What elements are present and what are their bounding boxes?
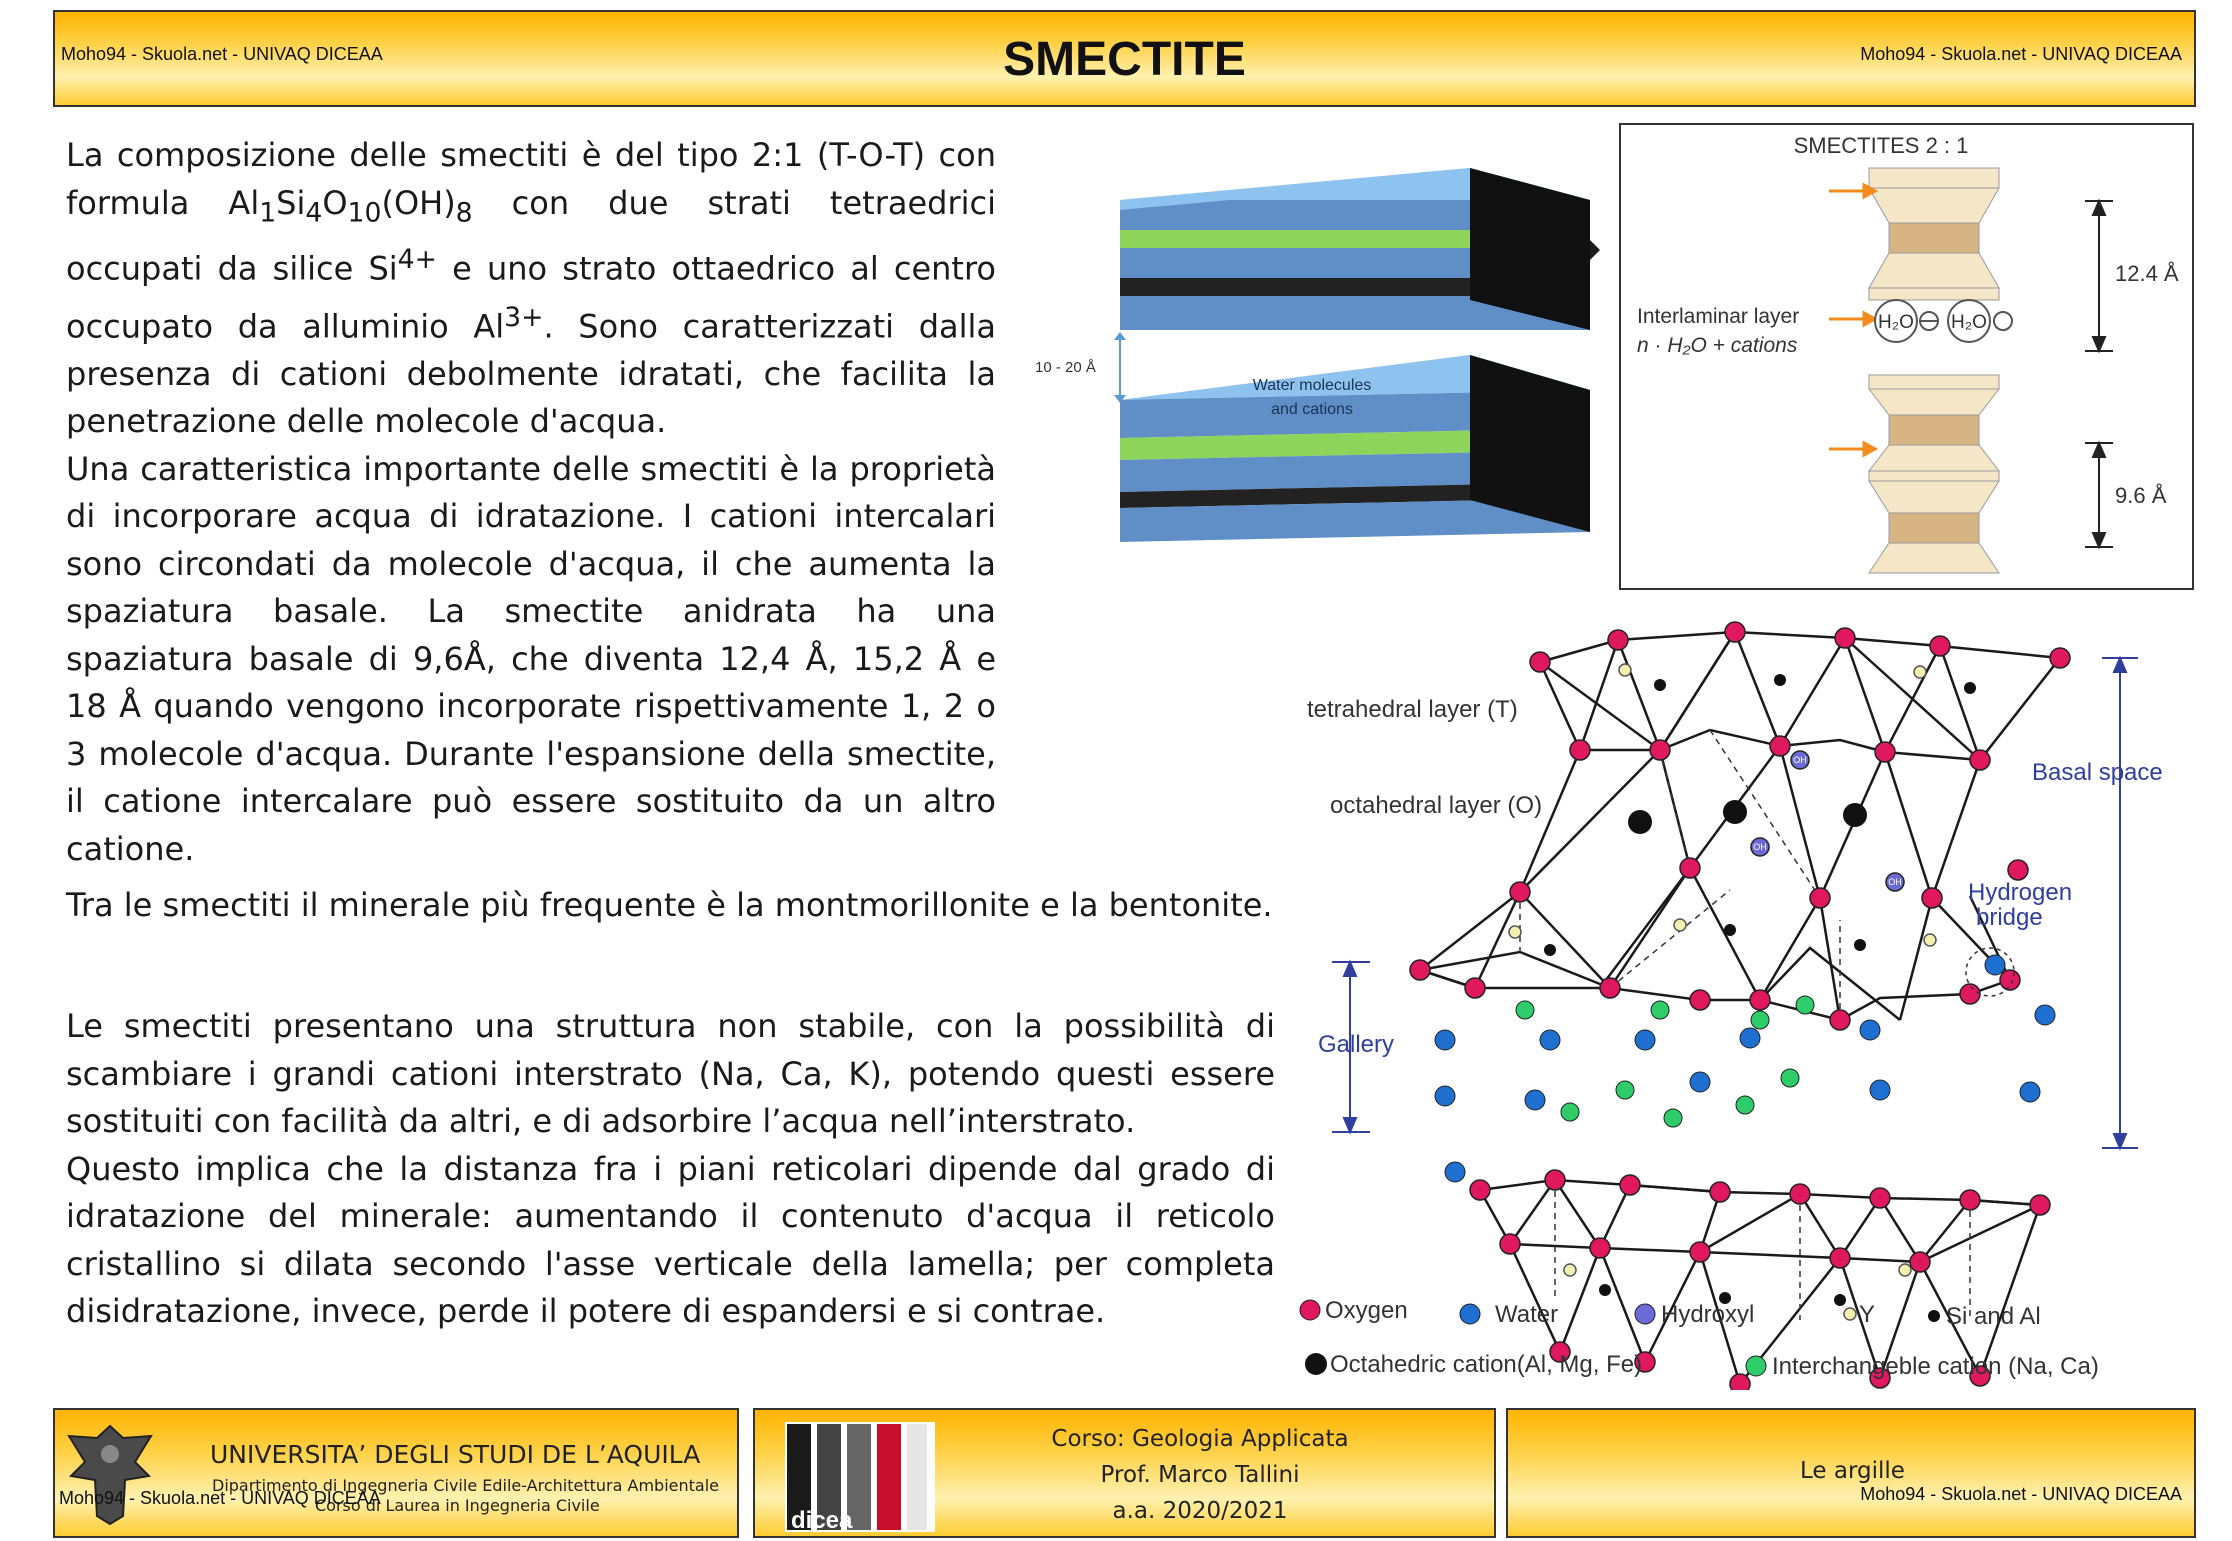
department-name: Dipartimento di Ingegneria Civile Edile-Architettura Ambientale (212, 1476, 719, 1495)
paragraph-composition (66, 132, 996, 873)
course-name: Corso: Geologia Applicata (1051, 1426, 1349, 1452)
paragraph-minerals: Tra le smectiti il minerale più frequente è la montmorillonite e la bentonite. (66, 886, 1273, 924)
h2o-label: H₂O (1951, 312, 1987, 333)
oh-label: OH (1793, 755, 1807, 765)
text-run: con due strati tetraedrici occupati da silice Si (66, 183, 996, 289)
oxygen-legend-icon (1300, 1300, 1320, 1320)
text-run: . Sono caratterizzati dalla presenza di cationi debolmente idratati, che facilita la penetrazione delle molecole d'acqua. (66, 307, 996, 441)
dicea-logo-text: dicea (791, 1507, 853, 1532)
smectites-box (1619, 123, 2194, 590)
water-legend-icon (1460, 1304, 1480, 1324)
footer-watermark-right: Moho94 - Skuola.net - UNIVAQ DICEAA (1860, 1484, 2182, 1504)
dicea-logo (785, 1422, 935, 1532)
hydrogen-label-line2: bridge (1976, 904, 2043, 931)
page-title: SMECTITE (1003, 33, 1246, 86)
interchangeable-cations (1516, 996, 1814, 1127)
topic-label: Le argille (1800, 1458, 1905, 1484)
text-run: Le smectiti presentano una struttura non stabile, con la possibilità di scambiare i grandi cationi interstrato (Na, Ca, K), potendo questi essere sostituiti con facilità da altri, e di adsorbire l’acqua nell’interstrato. (66, 1007, 1275, 1140)
si-al-legend-icon (1928, 1310, 1940, 1322)
text-run: Questo implica che la distanza fra i piani reticolari dipende dal grado di idratazione del minerale: aumentando il contenuto d'acqua il reticolo cristallino si dilata secondo l'asse verticale della lamella; per completa disidratazione, invece, perde il potere di espandersi e si contrae. (66, 1149, 1275, 1330)
subscript: 4 (305, 196, 323, 228)
interchangeable-legend-icon (1746, 1356, 1766, 1376)
tetrahedral-label: tetrahedral layer (T) (1307, 696, 1518, 723)
subscript: 1 (259, 196, 277, 228)
h2o-label: H₂O (1878, 312, 1914, 333)
y-legend-icon (1844, 1308, 1856, 1320)
footer-watermark-left: Moho94 - Skuola.net - UNIVAQ DICEAA (59, 1488, 381, 1508)
legend-oxygen: Oxygen (1325, 1297, 1408, 1324)
header-band (53, 10, 2196, 107)
basal-space-label: Basal space (2032, 759, 2163, 786)
legend-si-al: Si and Al (1946, 1303, 2041, 1330)
layer-stack-figure (1030, 160, 1600, 560)
interlaminar-label-line2: n · H₂O + cations (1637, 334, 1798, 357)
header-watermark-right: Moho94 - Skuola.net - UNIVAQ DICEAA (1860, 44, 2182, 64)
crystal-structure (1280, 600, 2200, 1390)
smectites-title: SMECTITES 2 : 1 (1793, 133, 1969, 158)
water-label-line2: and cations (1271, 401, 1353, 418)
legend-y: Y (1859, 1301, 1876, 1328)
text-run: (OH) (381, 183, 456, 222)
academic-year: a.a. 2020/2021 (1112, 1498, 1288, 1524)
dim-top-label: 12.4 Å (2115, 261, 2179, 286)
water-label-line1: Water molecules (1252, 377, 1372, 394)
subscript: 10 (347, 196, 382, 228)
legend-water: Water (1495, 1301, 1559, 1328)
oh-labels (1753, 755, 1902, 887)
octahedral-cations (1628, 800, 1867, 834)
hydroxyl-legend-icon (1635, 1304, 1655, 1324)
text-run: O (322, 183, 348, 222)
dim-bottom-label: 9.6 Å (2115, 483, 2167, 508)
hydroxyl-atoms (1751, 751, 1904, 891)
octahedral-label: octahedral layer (O) (1330, 792, 1543, 819)
text-run: La composizione delle smectiti è del tipo 2:1 (T-O-T) con formula Al (66, 136, 996, 222)
text-run: Si (276, 183, 306, 222)
legend (1300, 1297, 2099, 1380)
interlaminar-label-line1: Interlaminar layer (1637, 305, 1800, 328)
oh-label: OH (1888, 877, 1902, 887)
footer-course-panel (753, 1408, 1496, 1538)
paragraph-hydration: Una caratteristica importante delle smectiti è la proprietà di incorporare acqua di idratazione. I cationi intercalari sono circondati da molecole d'acqua, il che aumenta la spaziatura basale. La smectite anidrata ha una spaziatura basale di 9,6Å, che diventa 12,4 Å, 15,2 Å e 18 Å quando vengono incorporate rispettivamente 1, 2 o 3 molecole d'acqua. Durante l'espansione della smectite, il catione intercalare può essere sostituito da un altro catione. (66, 449, 996, 868)
paragraph-instability (66, 1003, 1275, 1336)
legend-octahedric: Octahedric cation(Al, Mg, Fe) (1330, 1351, 1643, 1378)
gallery-label: Gallery (1318, 1031, 1395, 1058)
legend-interchangeable: Interchangeble cation (Na, Ca) (1772, 1353, 2099, 1380)
superscript: 4+ (397, 244, 437, 276)
basal-dimension (2102, 658, 2138, 1148)
upper-layer-stack (1120, 168, 1600, 330)
university-eagle-logo (63, 1418, 158, 1528)
footer-university-panel (53, 1408, 739, 1538)
subscript: 8 (455, 196, 473, 228)
degree-course: Corso di Laurea in Ingegneria Civile (315, 1496, 600, 1515)
text-run: e uno strato ottaedrico al centro occupato da alluminio Al (66, 250, 997, 346)
header-watermark-left: Moho94 - Skuola.net - UNIVAQ DICEAA (61, 44, 383, 64)
layer-spacing-label: 10 - 20 Å (1035, 359, 1096, 376)
hydrogen-label-line1: Hydrogen (1968, 879, 2073, 906)
octahedric-legend-icon (1305, 1353, 1327, 1375)
university-name: UNIVERSITA’ DEGLI STUDI DE L’AQUILA (210, 1440, 701, 1469)
superscript: 3+ (504, 301, 544, 333)
footer-topic-panel (1506, 1408, 2196, 1538)
oh-label: OH (1753, 842, 1767, 852)
legend-hydroxyl: Hydroxyl (1661, 1301, 1755, 1328)
professor-name: Prof. Marco Tallini (1100, 1462, 1300, 1488)
